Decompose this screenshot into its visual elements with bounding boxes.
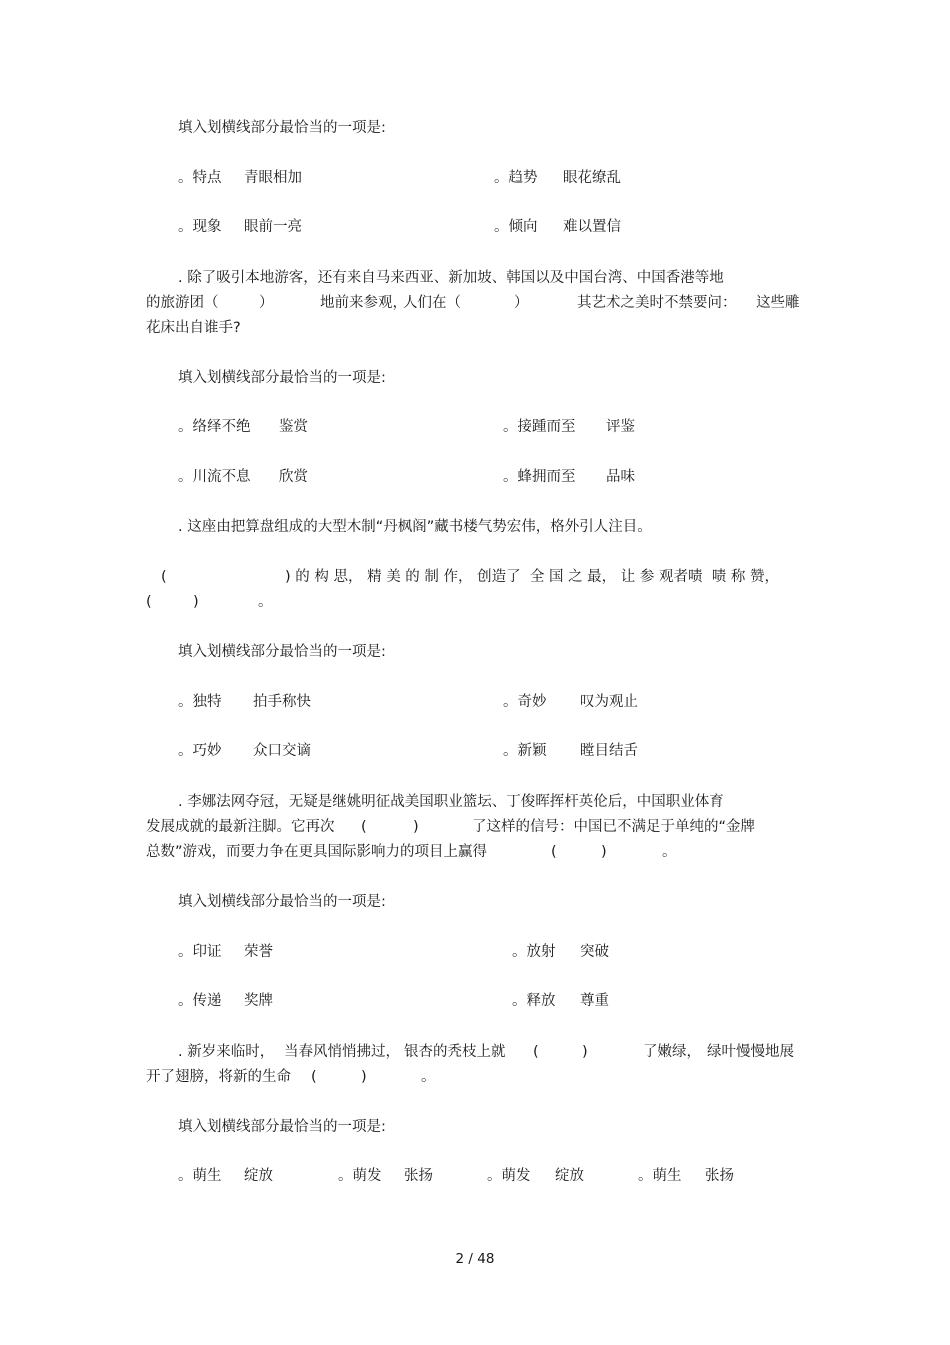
q5-line2-text-a: 开了翅膀，将新的生命 [146, 1069, 291, 1085]
q3-line3-period: 。 [258, 594, 273, 610]
q2-stem-line1: . 除了吸引本地游客，还有来自马来西亚、新加坡、韩国以及中国台湾、中国香港等地 [178, 270, 724, 286]
q2-option-d-word2: 品味 [606, 469, 635, 485]
q5-option-a-word1: 。萌生 [178, 1168, 222, 1184]
q4-blank2-close: ) [601, 844, 607, 860]
q5-option-b-word1: 。萌发 [338, 1168, 382, 1184]
q5-option-a-word2: 绽放 [244, 1168, 273, 1184]
q2-option-c-word2: 欣赏 [279, 469, 308, 485]
q3-option-d-word2: 瞠目结舌 [580, 743, 638, 759]
q4-line3-period: 。 [662, 844, 677, 860]
q5-option-c-word1: 。萌发 [487, 1168, 531, 1184]
q2-option-a-word1: 。络绎不绝 [178, 419, 251, 435]
q2-option-a-word2: 鉴赏 [279, 419, 308, 435]
q5-option-c-word2: 绽放 [555, 1168, 584, 1184]
q4-line2-text-a: 发展成就的最新注脚。它再次 [146, 819, 335, 835]
q5-blank1-close: ) [582, 1044, 588, 1060]
q3-blank2-open: ( [146, 594, 152, 610]
q4-option-d-word1: 。释放 [512, 993, 556, 1009]
q5-blank1-open: ( [533, 1044, 539, 1060]
q2-blank2-close: ） [514, 295, 529, 311]
q4-option-d-word2: 尊重 [580, 993, 609, 1009]
q5-blank2-close: ) [361, 1069, 367, 1085]
q4-blank1-close: ) [413, 819, 419, 835]
q4-option-b-word1: 。放射 [512, 944, 556, 960]
q1-prompt: 填入划横线部分最恰当的一项是: [178, 120, 386, 136]
q2-line2-text-a: 的旅游团（ [146, 295, 219, 311]
q3-blank1-open: ( [161, 569, 167, 585]
q4-option-b-word2: 突破 [580, 944, 609, 960]
q2-option-b-word2: 评鉴 [606, 419, 635, 435]
q4-line2-text-d: 了这样的信号：中国已不满足于单纯的“金牌 [472, 819, 756, 835]
page-number: 2 / 48 [455, 1251, 495, 1267]
q1-option-d-word1: 。倾向 [494, 219, 538, 235]
q4-option-a-word1: 。印证 [178, 944, 222, 960]
q3-option-b-word2: 叹为观止 [580, 694, 638, 710]
q5-option-d-word2: 张扬 [705, 1168, 734, 1184]
q2-option-b-word1: 。接踵而至 [503, 419, 576, 435]
q5-line1-text-f: 了嫩绿， [643, 1044, 701, 1060]
q3-option-c-word1: 。巧妙 [178, 743, 222, 759]
q2-option-c-word1: 。川流不息 [178, 469, 251, 485]
q5-line2-period: 。 [421, 1069, 436, 1085]
q3-option-a-word2: 拍手称快 [253, 694, 311, 710]
q2-prompt: 填入划横线部分最恰当的一项是: [178, 370, 386, 386]
q4-option-c-word2: 奖牌 [244, 993, 273, 1009]
q4-stem-line1: . 李娜法网夺冠，无疑是继姚明征战美国职业篮坛、丁俊晖挥杆英伦后，中国职业体育 [178, 794, 724, 810]
q5-blank2-open: ( [311, 1069, 317, 1085]
q4-option-a-word2: 荣誉 [244, 944, 273, 960]
q5-line1-text-c: 银杏的秃枝上就 [404, 1044, 506, 1060]
q1-option-b-word1: 。趋势 [494, 170, 538, 186]
q4-blank2-open: ( [551, 844, 557, 860]
q2-line2-text-f: 其艺术之美时不禁要问： [577, 295, 737, 311]
q3-option-a-word1: 。独特 [178, 694, 222, 710]
q5-option-d-word1: 。萌生 [638, 1168, 682, 1184]
q4-blank1-open: ( [361, 819, 367, 835]
q3-line2-text: ) 的 构 思， 精 美 的 制 作， 创造了 全 国 之 最， 让 参 观者啧 啧 称 赞， [285, 569, 779, 585]
q5-line1-text-g: 绿叶慢慢地展 [707, 1044, 794, 1060]
q2-line2-text-d: 人们在（ [403, 295, 461, 311]
q1-option-d-word2: 难以置信 [563, 219, 621, 235]
q3-stem-line1: . 这座由把算盘组成的大型木制“丹枫阁”藏书楼气势宏伟，格外引人注目。 [178, 519, 652, 535]
q1-option-c-word1: 。现象 [178, 219, 222, 235]
q5-option-b-word2: 张扬 [404, 1168, 433, 1184]
q2-line2-text-g: 这些雕 [756, 295, 800, 311]
q5-prompt: 填入划横线部分最恰当的一项是: [178, 1119, 386, 1135]
q2-line2-text-c: 地前来参观， [320, 295, 407, 311]
q4-line3-text-a: 总数”游戏，而要力争在更具国际影响力的项目上赢得 [146, 844, 488, 860]
q3-prompt: 填入划横线部分最恰当的一项是: [178, 644, 386, 660]
q1-option-a-word1: 。特点 [178, 170, 222, 186]
q3-option-c-word2: 众口交谪 [253, 743, 311, 759]
q2-stem-line3: 花床出自谁手? [146, 320, 241, 336]
q4-option-c-word1: 。传递 [178, 993, 222, 1009]
q5-line1-text-b: 当春风悄悄拂过， [284, 1044, 400, 1060]
q5-line1-text-a: . 新岁来临时， [178, 1044, 275, 1060]
q3-blank2-close: ) [193, 594, 199, 610]
q3-option-d-word1: 。新颖 [503, 743, 547, 759]
q1-option-b-word2: 眼花缭乱 [563, 170, 621, 186]
q3-option-b-word1: 。奇妙 [503, 694, 547, 710]
q1-option-a-word2: 青眼相加 [244, 170, 302, 186]
q2-blank1-close: ） [259, 295, 274, 311]
q2-option-d-word1: 。蜂拥而至 [503, 469, 576, 485]
q1-option-c-word2: 眼前一亮 [244, 219, 302, 235]
q4-prompt: 填入划横线部分最恰当的一项是: [178, 894, 386, 910]
